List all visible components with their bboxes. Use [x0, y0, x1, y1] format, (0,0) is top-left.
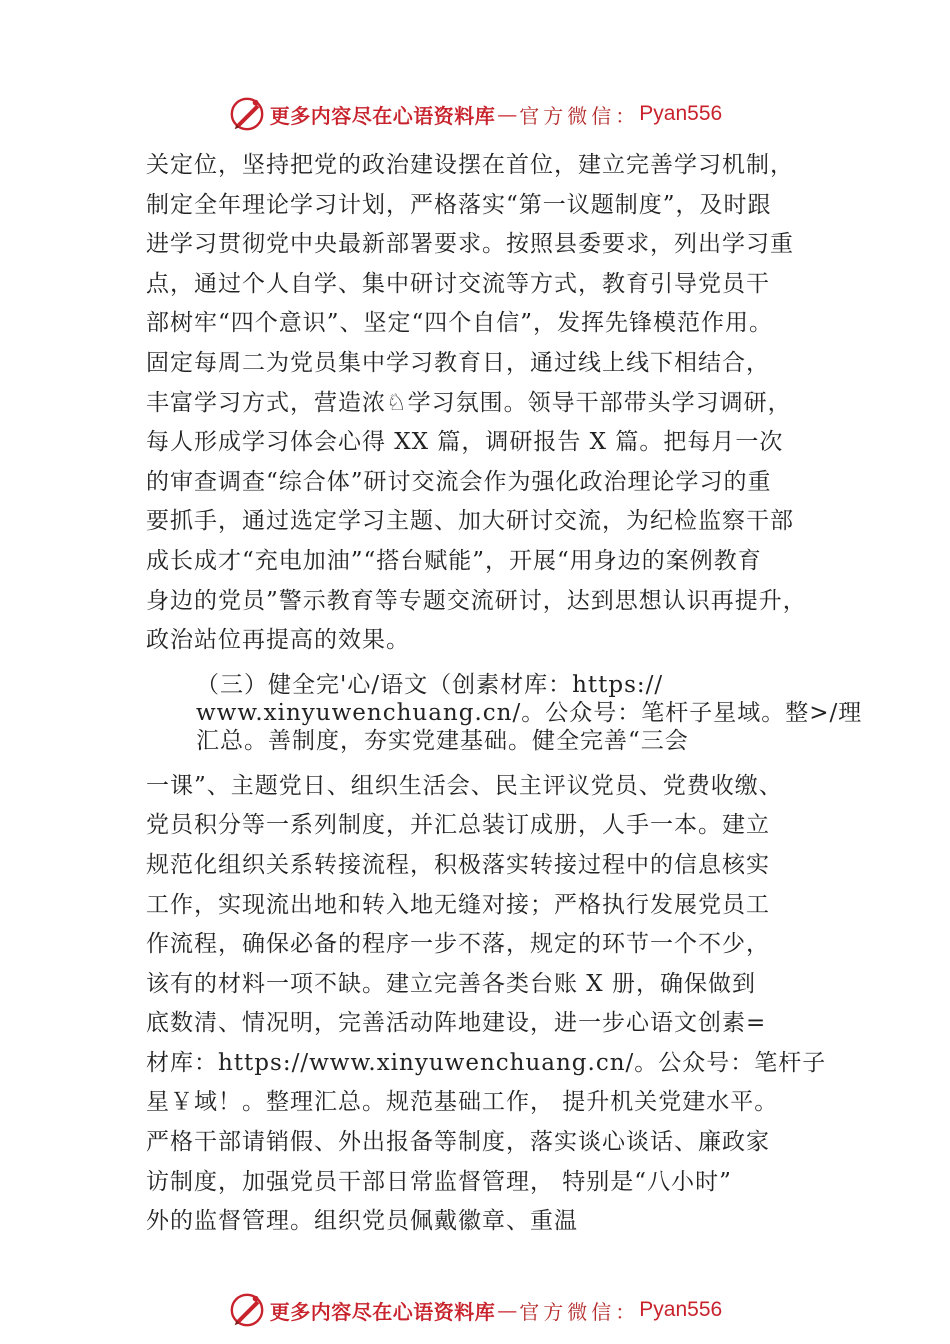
heading-line: www.xinyuwenchuang.cn/。公众号：笔杆子星域。整>/理 [196, 699, 863, 726]
text-line: 的审查调查“综合体”研讨交流会作为强化政治理论学习的重 [146, 468, 772, 495]
text-line: 制定全年理论学习计划，严格落实“第一议题制度”，及时跟 [146, 191, 772, 218]
pen-logo-icon [228, 1291, 266, 1329]
text-line: 星￥域！。整理汇总。规范基础工作， 提升机关党建水平。 [146, 1089, 779, 1116]
text-line: 一课”、主题党日、组织生活会、民主评议党员、党费收缴、 [146, 772, 783, 799]
text-line: 身边的党员”警示教育等专题交流研讨，达到思想认识再提升， [146, 587, 807, 614]
text-line: 该有的材料一项不缺。建立完善各类台账 X 册，确保做到 [146, 970, 756, 997]
text-line: 进学习贯彻党中央最新部署要求。按照县委要求，列出学习重 [146, 231, 794, 258]
footer-brand: 更多内容尽在心语资料库 [269, 1299, 496, 1324]
text-line: 关定位，坚持把党的政治建设摆在首位，建立完善学习机制， [146, 152, 794, 178]
text-line: 规范化组织关系转接流程，积极落实转接过程中的信息核实 [146, 851, 770, 878]
footer-official-label: 官方微信： [519, 1299, 640, 1324]
document-body [146, 146, 863, 1242]
text-line: 政治站位再提高的效果。 [146, 627, 410, 654]
text-line: 底数清、情况明，完善活动阵地建设，进一步心语文创素= [146, 1010, 767, 1037]
text-line: 作流程，确保必备的程序一步不落，规定的环节一个不少， [146, 931, 770, 958]
footer-wechat-id: Pyan556 [639, 1298, 723, 1321]
section-heading [146, 671, 863, 755]
text-line: 严格干部请销假、外出报备等制度，落实谈心谈话、廉政家 [146, 1129, 770, 1156]
pen-logo-icon [228, 95, 266, 133]
text-line: 工作，实现流出地和转入地无缝对接；严格执行发展党员工 [146, 891, 770, 918]
text-line: 每人形成学习体会心得 XX 篇，调研报告 X 篇。把每月一次 [146, 429, 784, 456]
heading-line: （三）健全完'心/语文（创素材库：https:// [196, 671, 664, 698]
text-line: 部树牢“四个意识”、坚定“四个自信”，发挥先锋模范作用。 [146, 310, 774, 337]
text-line: 固定每周二为党员集中学习教育日，通过线上线下相结合， [146, 349, 770, 376]
text-line: 外的监督管理。组织党员佩戴徽章、重温 [146, 1208, 578, 1235]
header-banner [0, 94, 950, 134]
text-line: 访制度，加强党员干部日常监督管理， 特别是“八小时” [146, 1168, 732, 1195]
heading-line: 汇总。善制度，夯实党建基础。健全完善“三会 [196, 727, 689, 754]
text-line: 点，通过个人自学、集中研讨交流等方式，教育引导党员干 [146, 270, 770, 297]
header-official-label: 官方微信： [519, 103, 640, 128]
paragraph-1 [146, 146, 846, 661]
footer-separator: — [497, 1298, 518, 1322]
footer-banner [0, 1290, 950, 1330]
text-line: 丰富学习方式，营造浓♘学习氛围。领导干部带头学习调研， [146, 389, 792, 416]
header-wechat-id: Pyan556 [639, 102, 723, 125]
header-brand: 更多内容尽在心语资料库 [269, 103, 496, 128]
text-line: 要抓手，通过选定学习主题、加大研讨交流，为纪检监察干部 [146, 508, 794, 535]
text-line: 党员积分等一系列制度，并汇总装订成册，人手一本。建立 [146, 812, 770, 839]
header-separator: — [497, 102, 518, 126]
text-line: 成长成才“充电加油”“搭台赋能”，开展“用身边的案例教育 [146, 547, 762, 574]
paragraph-2 [146, 767, 846, 1242]
text-line: 材库：https://www.xinyuwenchuang.cn/。公众号：笔杆子 [146, 1049, 827, 1076]
